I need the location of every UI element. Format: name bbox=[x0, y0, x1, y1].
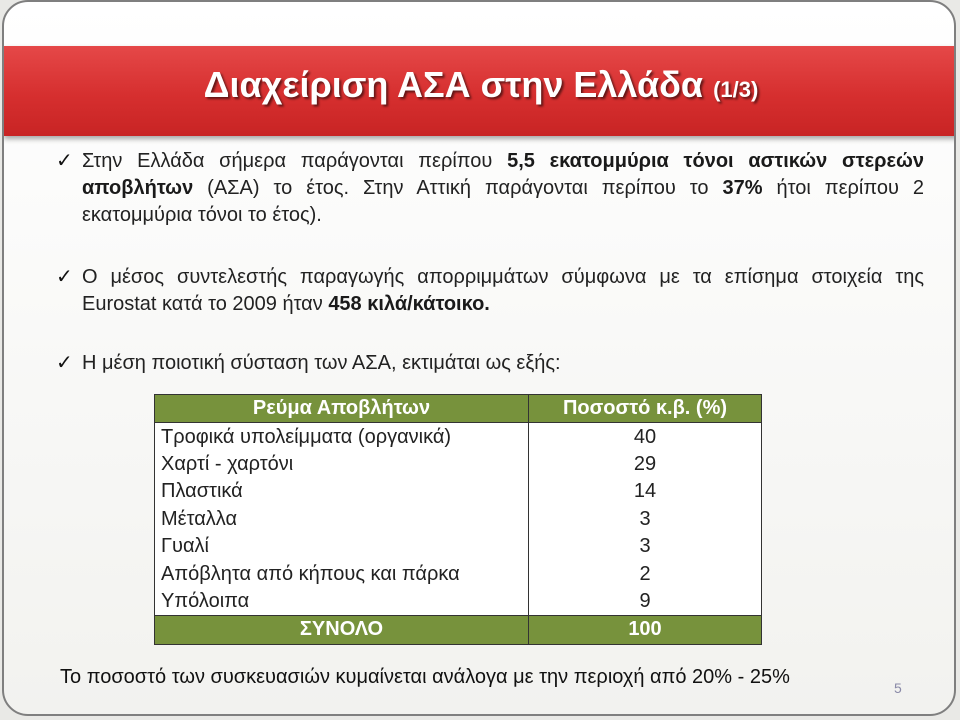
bullet-1-text-c: ήτοι περίπου 2 εκατομμύρια τόνοι το έτος). bbox=[82, 177, 924, 226]
bullet-2-highlight: 458 κιλά/κάτοικο. bbox=[328, 293, 490, 315]
bullet-3-text: Η μέση ποιοτική σύσταση των ΑΣΑ, εκτιμάται ως εξής: bbox=[82, 352, 561, 374]
slide bbox=[2, 0, 956, 716]
table-row bbox=[155, 588, 762, 616]
table-cell-stream: Τροφικά υπολείμματα (οργανικά) bbox=[155, 423, 529, 451]
title-suffix: (1/3) bbox=[713, 77, 759, 102]
table-row bbox=[155, 560, 762, 587]
table-cell-stream: Πλαστικά bbox=[155, 478, 529, 505]
table-total-value: 100 bbox=[529, 616, 762, 644]
table-total-row bbox=[155, 616, 762, 644]
check-mark-icon: ✓ bbox=[56, 352, 73, 374]
table-cell-percent: 9 bbox=[529, 588, 762, 616]
table-row bbox=[155, 423, 762, 451]
table-cell-percent: 40 bbox=[529, 423, 762, 451]
bullet-3 bbox=[56, 350, 924, 377]
table-row bbox=[155, 533, 762, 560]
table-header-stream: Ρεύμα Αποβλήτων bbox=[155, 395, 529, 423]
bullet-1-text-a: Στην Ελλάδα σήμερα παράγονται περίπου bbox=[82, 150, 508, 172]
page-number: 5 bbox=[894, 680, 902, 696]
bullet-1 bbox=[56, 148, 924, 229]
bullet-1-highlight-percent: 37% bbox=[722, 177, 763, 199]
table-row bbox=[155, 478, 762, 505]
table-cell-stream: Γυαλί bbox=[155, 533, 529, 560]
table-cell-percent: 14 bbox=[529, 478, 762, 505]
table-header-percent: Ποσοστό κ.β. (%) bbox=[529, 395, 762, 423]
table-cell-stream: Μέταλλα bbox=[155, 506, 529, 533]
bullet-1-text-b: (ΑΣΑ) το έτος. Στην Αττική παράγονται περίπου το bbox=[193, 177, 723, 199]
table-cell-percent: 29 bbox=[529, 451, 762, 478]
table-cell-stream: Απόβλητα από κήπους και πάρκα bbox=[155, 560, 529, 587]
slide-title bbox=[4, 64, 956, 106]
table-cell-percent: 2 bbox=[529, 560, 762, 587]
check-mark-icon: ✓ bbox=[56, 150, 73, 172]
table-cell-stream: Χαρτί - χαρτόνι bbox=[155, 451, 529, 478]
table-cell-stream: Υπόλοιπα bbox=[155, 588, 529, 616]
bullet-2 bbox=[56, 264, 924, 318]
table-header-row bbox=[155, 395, 762, 423]
bullet-2-text: Ο μέσος συντελεστής παραγωγής απορριμμάτων σύμφωνα με τα επίσημα στοιχεία της Eurostat κατά το 2009 ήταν bbox=[82, 266, 924, 315]
title-main: Διαχείριση ΑΣΑ στην Ελλάδα bbox=[203, 64, 714, 105]
check-mark-icon: ✓ bbox=[56, 266, 73, 288]
table-total-label: ΣΥΝΟΛΟ bbox=[155, 616, 529, 644]
packaging-note: Το ποσοστό των συσκευασιών κυμαίνεται ανάλογα με την περιοχή από 20% - 25% bbox=[60, 666, 790, 688]
bullet-1-highlight-tonnes: 5,5 εκατομμύρια τόνοι αστικών στερεών αποβλήτων bbox=[82, 150, 924, 199]
waste-composition-table bbox=[154, 394, 762, 645]
table-cell-percent: 3 bbox=[529, 506, 762, 533]
table-row bbox=[155, 506, 762, 533]
table-cell-percent: 3 bbox=[529, 533, 762, 560]
table-row bbox=[155, 451, 762, 478]
